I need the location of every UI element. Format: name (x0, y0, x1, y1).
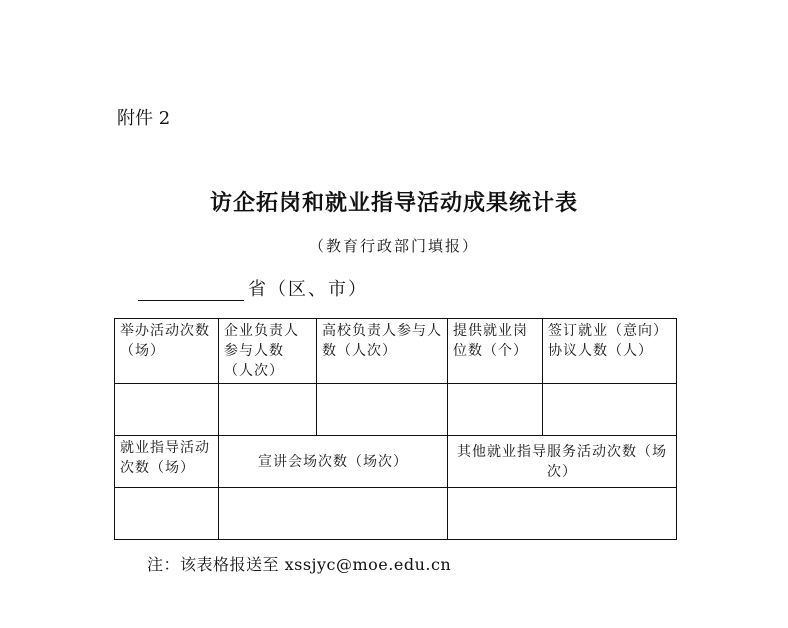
attachment-label: 附件 2 (117, 108, 171, 129)
cell-other-guidance-count[interactable] (448, 488, 677, 540)
cell-guidance-count[interactable] (115, 488, 219, 540)
header-signed-agreements: 签订就业（意向）协议人数（人） (543, 319, 677, 384)
header-other-guidance-count: 其他就业指导服务活动次数（场次） (448, 436, 677, 488)
cell-activity-count[interactable] (115, 384, 219, 436)
cell-job-positions[interactable] (448, 384, 543, 436)
cell-seminar-count[interactable] (219, 488, 448, 540)
cell-university-leaders[interactable] (317, 384, 448, 436)
header-job-positions: 提供就业岗位数（个） (448, 319, 543, 384)
document-subtitle: （教育行政部门填报） (308, 237, 479, 255)
header-guidance-count: 就业指导活动次数（场） (115, 436, 219, 488)
cell-enterprise-leaders[interactable] (219, 384, 317, 436)
document-title: 访企拓岗和就业指导活动成果统计表 (209, 190, 578, 216)
header-enterprise-leaders: 企业负责人参与人数（人次） (219, 319, 317, 384)
input-row-guidance (115, 488, 677, 540)
cell-signed-agreements[interactable] (543, 384, 677, 436)
header-activity-count: 举办活动次数（场） (115, 319, 219, 384)
header-row-activities (115, 319, 677, 384)
header-university-leaders: 高校负责人参与人数（人次） (317, 319, 448, 384)
header-row-guidance (115, 436, 677, 488)
province-blank-field[interactable] (138, 280, 244, 301)
province-line (138, 275, 368, 301)
province-label: 省（区、市） (248, 279, 368, 300)
input-row-activities (115, 384, 677, 436)
header-seminar-count: 宣讲会场次数（场次） (219, 436, 448, 488)
submission-note: 注：该表格报送至 xssjyc@moe.edu.cn (147, 555, 452, 574)
statistics-table (114, 318, 677, 540)
